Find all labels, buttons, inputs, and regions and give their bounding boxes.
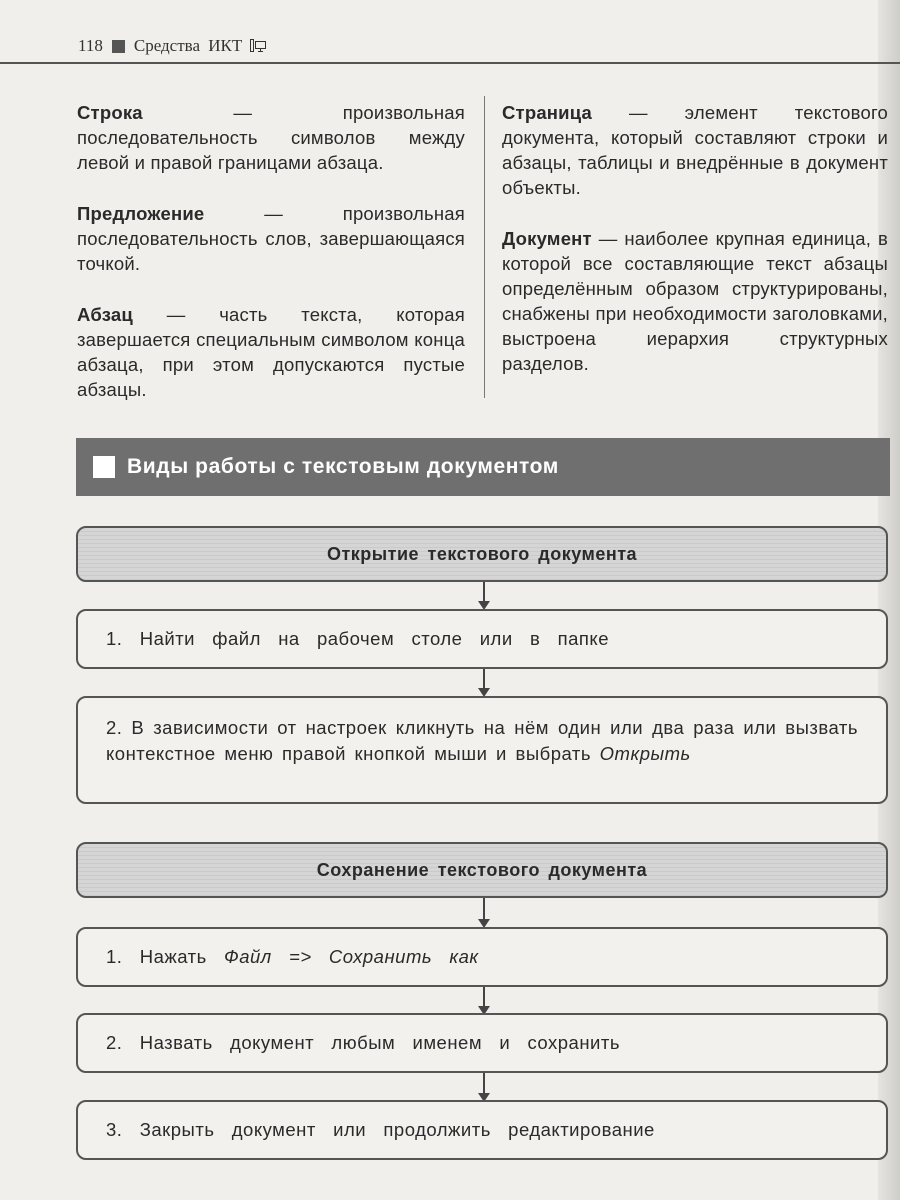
- definition-abzats: [77, 302, 465, 402]
- opening-title: Открытие текстового документа: [326, 544, 638, 564]
- square-bullet-icon: [93, 456, 115, 478]
- opening-step-1: [76, 609, 888, 669]
- step-text-italic: Файл => Сохранить как: [224, 946, 479, 967]
- definition-predlozhenie: [77, 201, 465, 276]
- section-heading: [76, 438, 890, 496]
- saving-title-box: [76, 842, 888, 898]
- section-title: Виды работы с текстовым документом: [127, 455, 559, 478]
- page-number: 118: [78, 36, 103, 55]
- term: Строка: [77, 102, 143, 123]
- definition-text: — произвольная последовательность слов, завершающаяся точкой.: [77, 203, 465, 274]
- definitions-left-column: [77, 100, 465, 428]
- saving-title: Сохранение текстового документа: [316, 860, 648, 880]
- page-header: [78, 34, 266, 58]
- step-text: 1. Найти файл на рабочем столе или в папке: [106, 628, 609, 649]
- definition-text: — элемент текстового документа, который составляют строки и абзацы, таблицы и внедрённые в документ объекты.: [502, 102, 888, 198]
- definitions-right-column: [502, 100, 888, 402]
- arrow-down-icon: [483, 987, 485, 1013]
- arrow-down-icon: [483, 582, 485, 608]
- step-text: [106, 944, 479, 970]
- step-text-italic: Открыть: [599, 743, 691, 764]
- arrow-down-icon: [483, 669, 485, 695]
- opening-step-2: [76, 696, 888, 804]
- term: Документ: [502, 228, 592, 249]
- step-text-plain: 2. В зависимости от настроек кликнуть на нём один или два раза или вызвать контекстное меню правой кнопкой мыши и выбрать: [106, 717, 858, 764]
- step-text: 3. Закрыть документ или продолжить редактирование: [106, 1119, 655, 1140]
- header-divider: [0, 62, 900, 64]
- saving-step-3: [76, 1100, 888, 1160]
- arrow-down-icon: [483, 1073, 485, 1100]
- definition-text: — произвольная последовательность символов между левой и правой границами абзаца.: [77, 102, 465, 173]
- definition-text: — наиболее крупная единица, в которой все составляющие текст абзацы определённым образом структурированы, снабжены при необходимости заголовками, выстроена иерархия структурных разделов.: [502, 228, 888, 374]
- saving-step-1: [76, 927, 888, 987]
- arrow-down-icon: [483, 898, 485, 926]
- definition-stroka: [77, 100, 465, 175]
- step-text: [106, 715, 858, 767]
- computer-icon: [250, 39, 266, 53]
- step-text: 2. Назвать документ любым именем и сохранить: [106, 1032, 620, 1053]
- definition-dokument: [502, 226, 888, 376]
- term: Предложение: [77, 203, 205, 224]
- square-bullet-icon: [112, 40, 125, 53]
- header-title: Средства ИКТ: [133, 36, 243, 55]
- definition-text: — часть текста, которая завершается специальным символом конца абзаца, при этом допускаются пустые абзацы.: [77, 304, 465, 400]
- term: Абзац: [77, 304, 133, 325]
- definition-stranitsa: [502, 100, 888, 200]
- step-text-plain: 1. Нажать: [106, 946, 225, 967]
- term: Страница: [502, 102, 593, 123]
- opening-title-box: [76, 526, 888, 582]
- column-divider: [484, 96, 485, 398]
- saving-step-2: [76, 1013, 888, 1073]
